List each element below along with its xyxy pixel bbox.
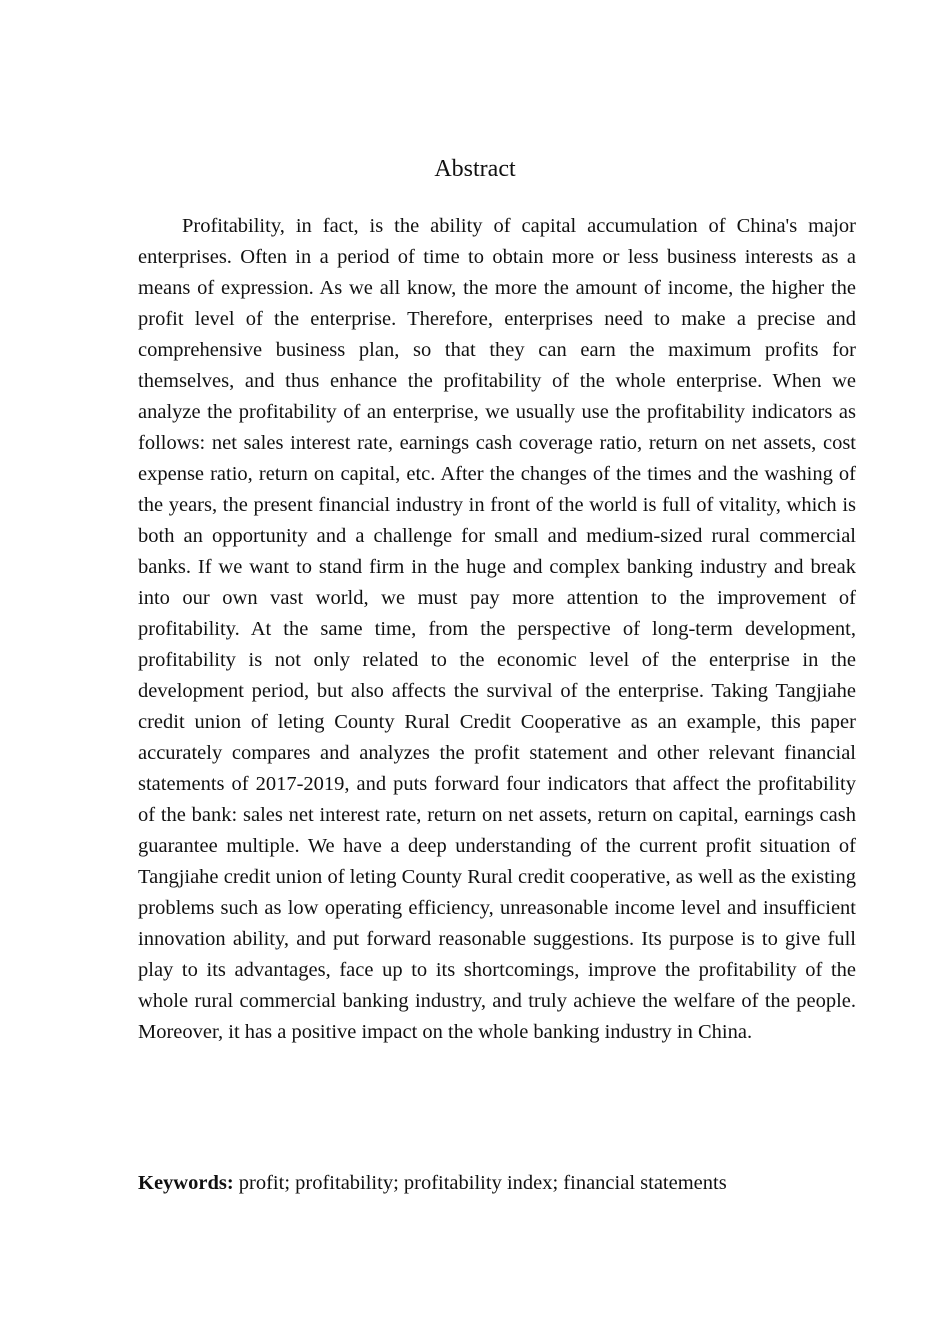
keywords-label: Keywords: — [138, 1172, 234, 1194]
abstract-paragraph: Profitability, in fact, is the ability of capital accumulation of China's major enterprises. Often in a period of time to obtain more or less business interests as a means of expression. As we all know, the more the amount of income, the higher the profit level of the enterprise. Therefore, enterprises need to make a precise and comprehensive business plan, so that they can earn the maximum profits for themselves, and thus enhance the profitability of the whole enterprise. When we analyze the profitability of an enterprise, we usually use the profitability indicators as follows: net sales interest rate, earnings cash coverage ratio, return on net assets, cost expense ratio, return on capital, etc. After the changes of the times and the washing of the years, the present financial industry in front of the world is full of vitality, which is both an opportunity and a challenge for small and medium-sized rural commercial banks. If we want to stand firm in the huge and complex banking industry and break into our own vast world, we must pay more attention to the improvement of profitability. At the same time, from the perspective of long-term development, profitability is not only related to the economic level of the enterprise in the development period, but also affects the survival of the enterprise. Taking Tangjiahe credit union of leting County Rural Credit Cooperative as an example, this paper accurately compares and analyzes the profit statement and other relevant financial statements of 2017-2019, and puts forward four indicators that affect the profitability of the bank: sales net interest rate, return on net assets, return on capital, earnings cash guarantee multiple. We have a deep understanding of the current profit situation of Tangjiahe credit union of leting County Rural credit cooperative, as well as the existing problems such as low operating efficiency, unreasonable income level and insufficient innovation ability, and put forward reasonable suggestions. Its purpose is to give full play to its advantages, face up to its shortcomings, improve the profitability of the whole rural commercial banking industry, and truly achieve the welfare of the people. Moreover, it has a positive impact on the whole banking industry in China. — [138, 215, 856, 1043]
page-title: Abstract — [434, 156, 516, 182]
keywords-text: profit; profitability; profitability index; financial statements — [233, 1172, 727, 1194]
keywords-line — [138, 1168, 856, 1199]
